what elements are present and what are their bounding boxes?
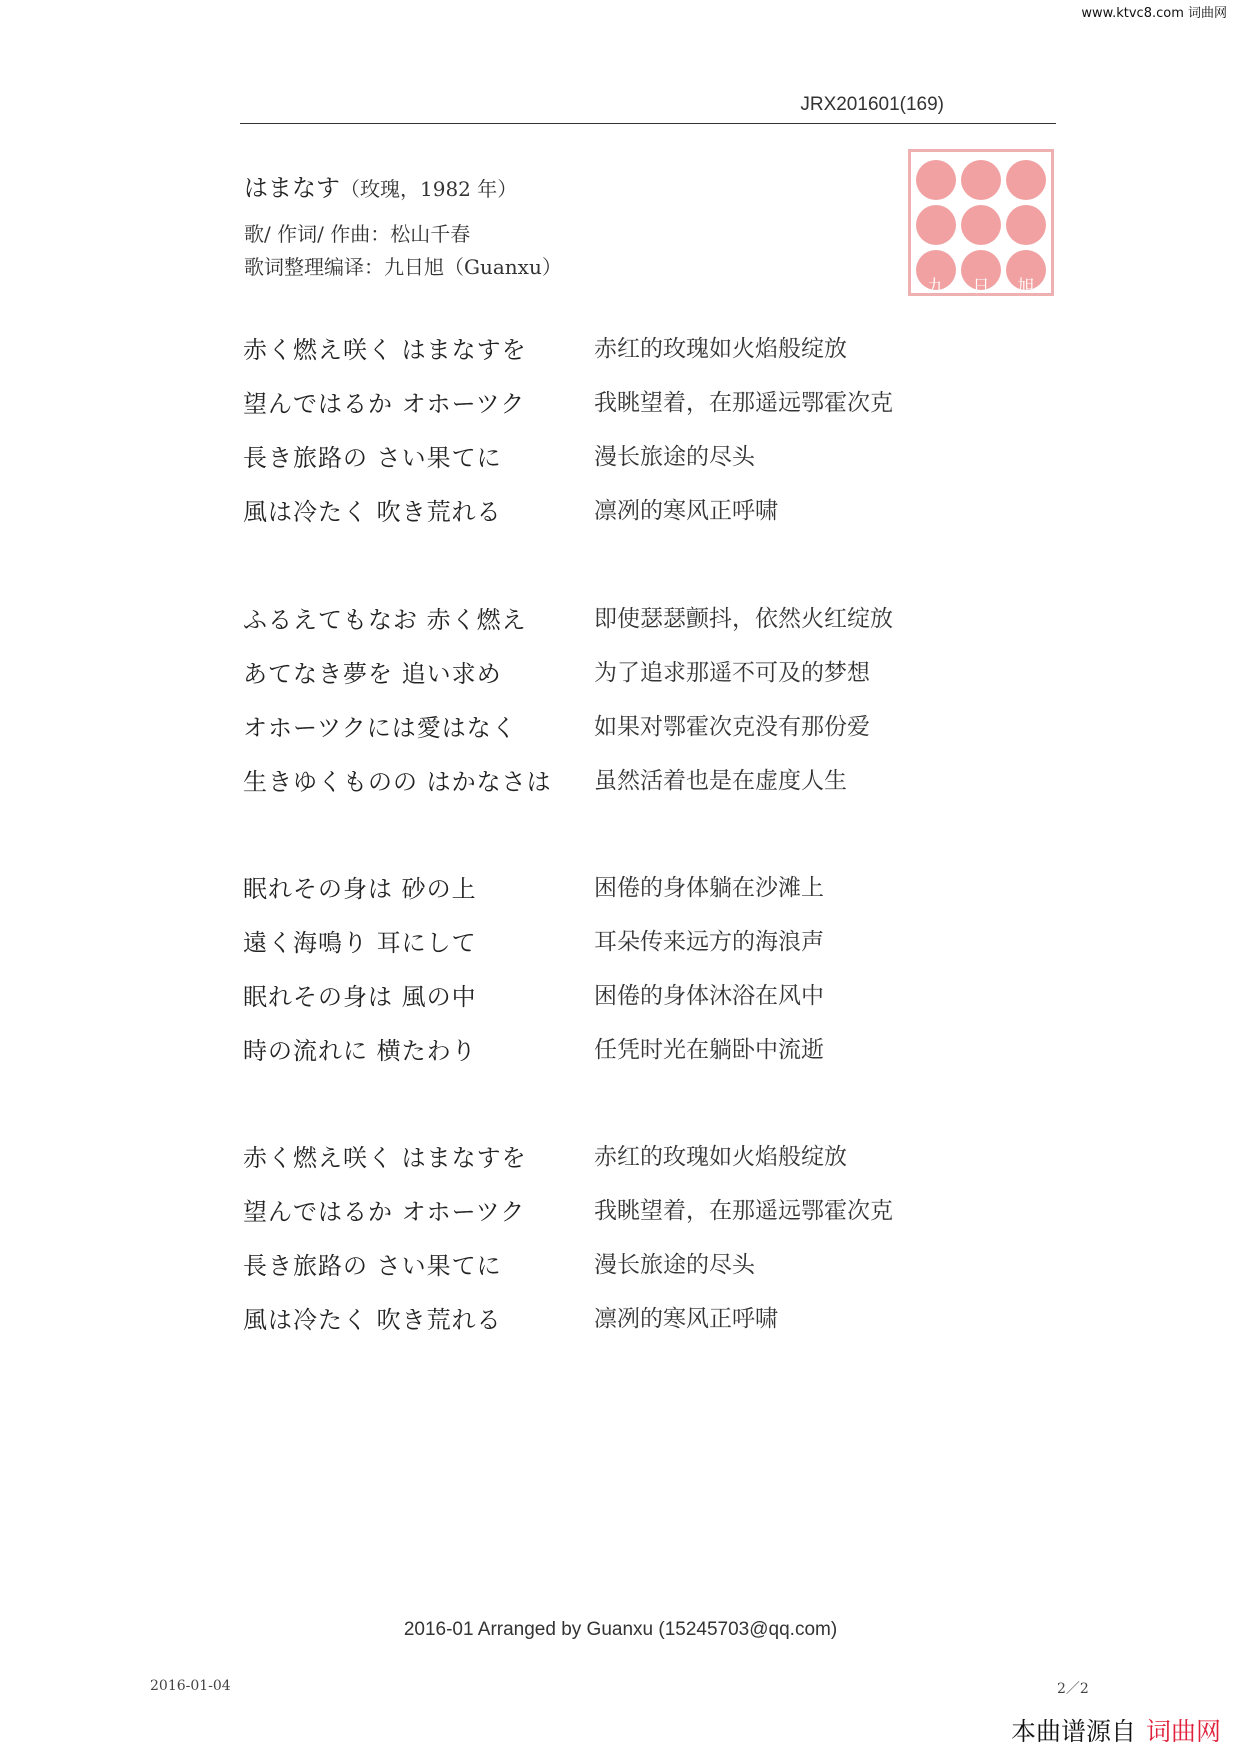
seal-dot: [916, 205, 956, 245]
lyric-line: [0, 480, 1241, 534]
lyric-chinese: 困倦的身体躺在沙滩上: [594, 875, 824, 901]
song-arranger: 歌词整理编译：九日旭（Guanxu）: [244, 255, 562, 279]
song-title-text: はまなす: [244, 174, 340, 202]
lyric-line: [0, 1234, 1241, 1288]
lyric-japanese: オホーツクには愛はなく: [243, 714, 517, 742]
document-code: JRX201601(169): [800, 94, 944, 115]
lyric-line: [0, 1180, 1241, 1234]
site-watermark-top: www.ktvc8.com 词曲网: [1081, 6, 1227, 21]
seal-stamp: [908, 149, 1054, 296]
lyric-japanese: 風は冷たく 吹き荒れる: [243, 1306, 502, 1334]
lyric-line: [0, 750, 1241, 804]
source-watermark: [1011, 1712, 1221, 1748]
lyric-line: [0, 1019, 1241, 1073]
lyric-japanese: 長き旅路の さい果てに: [243, 444, 502, 472]
lyric-japanese: あてなき夢を 追い求め: [243, 660, 502, 688]
lyric-chinese: 为了追求那遥不可及的梦想: [594, 660, 870, 686]
lyric-japanese: 望んではるか オホーツク: [243, 1198, 526, 1226]
watermark-text: 本曲谱源自: [1010, 1717, 1136, 1746]
lyric-chinese: 赤红的玫瑰如火焰般绽放: [594, 336, 847, 362]
page-number: 2／2: [1057, 1681, 1089, 1697]
lyric-chinese: 任凭时光在躺卧中流逝: [594, 1037, 824, 1063]
lyric-line: [0, 318, 1241, 372]
header-rule: [240, 123, 1056, 124]
lyric-japanese: 眠れその身は 砂の上: [243, 875, 477, 903]
footer-date: 2016-01-04: [150, 1678, 231, 1694]
lyric-japanese: 眠れその身は 風の中: [243, 983, 477, 1011]
lyric-line: [0, 426, 1241, 480]
watermark-site: 词曲网: [1145, 1717, 1221, 1746]
lyric-line: [0, 965, 1241, 1019]
lyric-chinese: 困倦的身体沐浴在风中: [594, 983, 824, 1009]
lyric-chinese: 凛冽的寒风正呼啸: [594, 1306, 778, 1332]
lyric-japanese: 赤く燃え咲く はまなすを: [243, 1144, 527, 1172]
seal-dot: [1006, 205, 1046, 245]
lyric-japanese: 時の流れに 横たわり: [243, 1037, 477, 1065]
lyric-line: [0, 642, 1241, 696]
lyric-line: [0, 372, 1241, 426]
lyric-chinese: 我眺望着，在那遥远鄂霍次克: [594, 390, 893, 416]
lyric-japanese: 生きゆくものの はかなさは: [243, 768, 552, 796]
lyric-chinese: 凛冽的寒风正呼啸: [594, 498, 778, 524]
song-subtitle: （玫瑰，1982 年）: [340, 177, 518, 201]
song-title: [244, 168, 517, 203]
lyric-chinese: 漫长旅途的尽头: [594, 444, 755, 470]
lyric-line: [0, 1288, 1241, 1342]
lyric-japanese: 遠く海鳴り 耳にして: [243, 929, 477, 957]
lyric-japanese: 望んではるか オホーツク: [243, 390, 526, 418]
seal-char: 九: [927, 277, 945, 297]
lyric-chinese: 我眺望着，在那遥远鄂霍次克: [594, 1198, 893, 1224]
lyric-chinese: 虽然活着也是在虚度人生: [594, 768, 847, 794]
lyric-chinese: 即使瑟瑟颤抖，依然火红绽放: [594, 606, 893, 632]
lyric-line: [0, 911, 1241, 965]
lyric-japanese: 赤く燃え咲く はまなすを: [243, 336, 527, 364]
lyric-line: [0, 1126, 1241, 1180]
seal-char: 日: [972, 277, 990, 297]
arranged-by: 2016-01 Arranged by Guanxu (15245703@qq.com): [403, 1619, 838, 1640]
song-credits: 歌/ 作词/ 作曲：松山千春: [244, 222, 471, 246]
lyric-line: [0, 588, 1241, 642]
seal-dot: [961, 160, 1001, 200]
lyric-japanese: 長き旅路の さい果てに: [243, 1252, 502, 1280]
lyric-chinese: 耳朵传来远方的海浪声: [594, 929, 824, 955]
lyric-chinese: 赤红的玫瑰如火焰般绽放: [594, 1144, 847, 1170]
lyric-japanese: ふるえてもなお 赤く燃え: [243, 606, 527, 634]
lyric-chinese: 漫长旅途的尽头: [594, 1252, 755, 1278]
lyric-chinese: 如果对鄂霍次克没有那份爱: [594, 714, 870, 740]
seal-dot: [961, 205, 1001, 245]
seal-dot: [916, 160, 956, 200]
lyric-line: [0, 696, 1241, 750]
seal-dot: [1006, 160, 1046, 200]
lyric-japanese: 風は冷たく 吹き荒れる: [243, 498, 502, 526]
lyric-line: [0, 857, 1241, 911]
seal-char: 旭: [1017, 277, 1035, 297]
